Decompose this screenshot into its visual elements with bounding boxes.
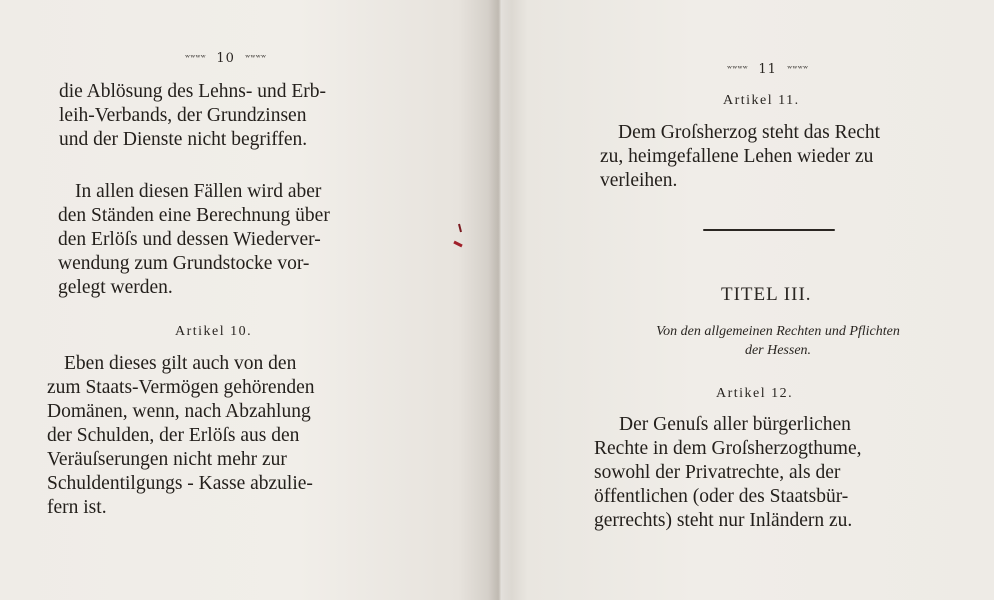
paragraph-continuation: die Ablösung des Lehns- und Erb- leih-Verbands, der Grundzinsen und der Dienste nicht begriffen.	[59, 81, 327, 150]
article-12-text: Der Genuſs aller bürgerlichen Rechte in dem Groſsherzogthume, sowohl der Privatrechte, als der öffentlichen (oder des Staatsbür- gerrechts) steht nur Inländern zu.	[594, 414, 862, 531]
page-number-right: ʷʷʷʷ 11 ʷʷʷʷ	[727, 62, 809, 77]
page-number-right-value: 11	[758, 62, 777, 77]
book-gutter	[488, 0, 512, 600]
article-12-heading: Artikel 12.	[716, 386, 794, 401]
article-10-heading: Artikel 10.	[175, 324, 253, 339]
article-11-text: Dem Groſsherzog steht das Recht zu, heimgefallene Lehen wieder zu verleihen.	[600, 122, 881, 191]
paragraph-berechnung: In allen diesen Fällen wird aber den Ständen eine Berechnung über den Erlöſs und dessen Wiederver- wendung zum Grundstocke vor- gelegt werden.	[58, 181, 330, 298]
article-11-heading: Artikel 11.	[723, 93, 800, 108]
title-subtitle: Von den allgemeinen Rechten und Pflichten der Hessen.	[656, 324, 900, 358]
article-10-text: Eben dieses gilt auch von den zum Staats-Vermögen gehörenden Domänen, wenn, nach Abzahlung der Schulden, der Erlöſs aus den Veräuſserungen nicht mehr zur Schuldentilgungs - Kasse abzulie- fern ist.	[47, 353, 315, 518]
red-ink-mark	[452, 222, 466, 252]
title-heading: TITEL III.	[721, 284, 812, 305]
section-divider-rule	[703, 229, 835, 231]
page-number-left: ʷʷʷʷ 10 ʷʷʷʷ	[185, 51, 267, 66]
page-number-left-value: 10	[216, 51, 235, 66]
